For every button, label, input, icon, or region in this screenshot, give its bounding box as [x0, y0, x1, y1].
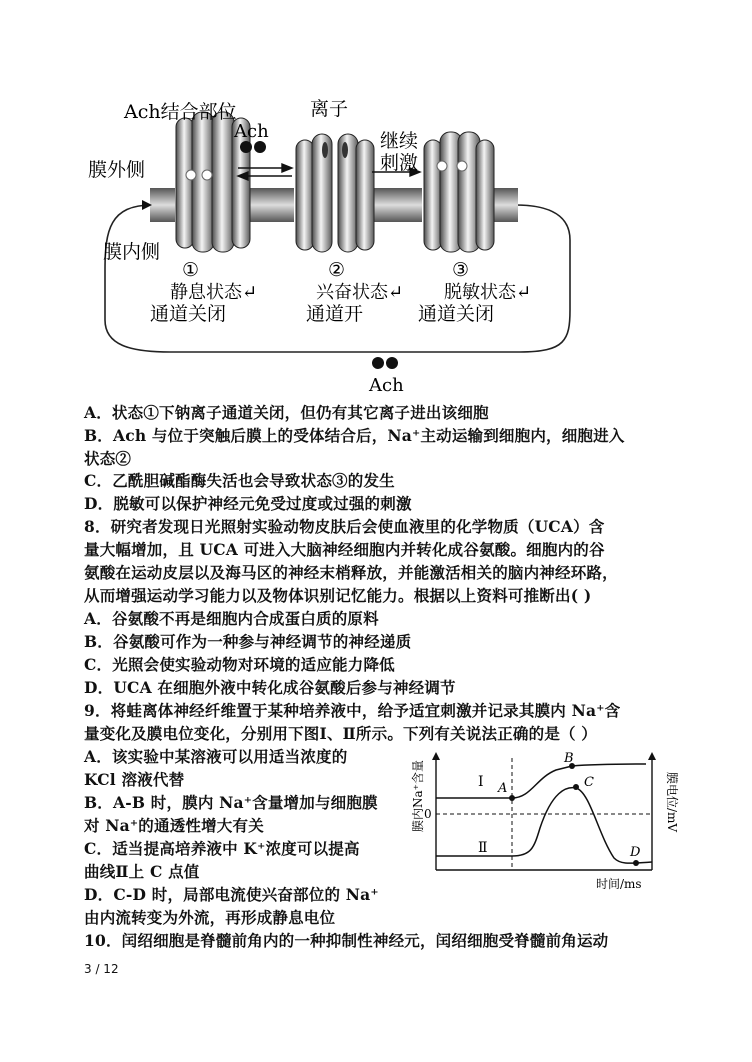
right-axis-label: 膜电位/mV: [665, 772, 679, 833]
ach-label-top: Ach: [234, 121, 269, 142]
q8-option-a: A．谷氨酸不再是细胞内合成蛋白质的原料: [84, 609, 379, 628]
state-2-number: ②: [328, 259, 346, 281]
state-3-name: 脱敏状态↵: [444, 282, 532, 303]
continue-label-1: 继续: [380, 130, 419, 152]
q9-option-c-line1: C．适当提高培养液中 K⁺浓度可以提高: [84, 839, 360, 858]
point-d-label: D: [630, 845, 641, 860]
q8-stem-line3: 氨酸在运动皮层以及海马区的神经末梢释放，并能激活相关的脑内神经环路，: [84, 563, 618, 582]
point-c-dot: [573, 784, 579, 790]
curve-1-label: Ⅰ: [478, 774, 484, 790]
q10-stem-line1: 10．闰绍细胞是脊髓前角内的一种抑制性神经元，闰绍细胞受脊髓前角运动: [84, 931, 609, 950]
channel-2-excited: [296, 134, 374, 252]
q9-option-d-line1: D．C-D 时，局部电流使兴奋部位的 Na⁺: [84, 885, 379, 904]
point-a-dot: [509, 795, 515, 801]
q9-option-a-line2: KCl 溶液代替: [84, 770, 185, 789]
ion-label: 离子: [310, 98, 349, 120]
state-2-desc: 通道开: [306, 303, 364, 325]
q9-stem-line1: 9．将蛙离体神经纤维置于某种培养液中，给予适宜刺激并记录其膜内 Na⁺含: [84, 701, 621, 720]
q8-option-b: B．谷氨酸可作为一种参与神经调节的神经递质: [84, 632, 412, 651]
q7-option-b-line2: 状态②: [84, 449, 132, 468]
x-axis-label: 时间/ms: [596, 877, 642, 891]
q9-option-b-line1: B．A-B 时，膜内 Na⁺含量增加与细胞膜: [84, 793, 378, 812]
q8-stem-line2: 量大幅增加，且 UCA 可进入大脑神经细胞内并转化成谷氨酸。细胞内的谷: [84, 540, 605, 559]
q8-option-c: C．光照会使实验动物对环境的适应能力降低: [84, 655, 395, 674]
state-1-desc: 通道关闭: [150, 303, 227, 325]
ach-label-bottom: Ach: [369, 375, 404, 396]
state-1-name: 静息状态↵: [170, 282, 258, 303]
page-number: 3 / 12: [84, 962, 119, 976]
curve-1: [436, 764, 646, 798]
curve-2: [436, 788, 652, 864]
q8-option-d: D．UCA 在细胞外液中转化成谷氨酸后参与神经调节: [84, 678, 456, 697]
zero-label: 0: [424, 807, 432, 821]
ion-channel-diagram: [0, 0, 752, 400]
left-axis-label: 膜内Na⁺含量: [411, 760, 425, 832]
point-a-label: A: [498, 781, 508, 796]
outside-membrane-label: 膜外侧: [88, 159, 146, 181]
q7-option-b-line1: B．Ach 与位于突触后膜上的受体结合后，Na⁺主动运输到细胞内，细胞进入: [84, 426, 625, 445]
state-2-name: 兴奋状态↵: [316, 282, 404, 303]
q9-graph: [406, 748, 682, 896]
state-1-number: ①: [182, 259, 200, 281]
point-d-dot: [633, 860, 639, 866]
curve-2-label: Ⅱ: [478, 840, 488, 856]
q9-option-d-line2: 由内流转变为外流，再形成静息电位: [84, 908, 336, 927]
point-b-label: B: [564, 751, 574, 766]
point-c-label: C: [584, 775, 594, 790]
channel-3-desensitized: [424, 132, 494, 252]
q7-option-a: A．状态①下钠离子通道关闭，但仍有其它离子进出该细胞: [84, 403, 489, 422]
q8-stem-line1: 8．研究者发现日光照射实验动物皮肤后会使血液里的化学物质（UCA）含: [84, 517, 605, 536]
q9-option-c-line2: 曲线Ⅱ上 C 点值: [84, 862, 200, 881]
ach-molecules-bottom: [372, 357, 398, 369]
state-3-desc: 通道关闭: [418, 303, 495, 325]
q9-option-a-line1: A．该实验中某溶液可以用适当浓度的: [84, 747, 348, 766]
state-3-number: ③: [452, 259, 470, 281]
q9-option-b-line2: 对 Na⁺的通透性增大有关: [84, 816, 264, 835]
q8-stem-line4: 从而增强运动学习能力以及物体识别记忆能力。根据以上资料可推断出( ): [84, 586, 592, 605]
continue-label-2: 刺激: [380, 152, 419, 174]
inside-membrane-label: 膜内侧: [103, 241, 161, 263]
q7-option-d: D．脱敏可以保护神经元免受过度或过强的刺激: [84, 494, 412, 513]
q7-option-c: C．乙酰胆碱酯酶失活也会导致状态③的发生: [84, 471, 395, 490]
q9-stem-line2: 量变化及膜电位变化，分别用下图Ⅰ、Ⅱ所示。下列有关说法正确的是（ ）: [84, 724, 598, 743]
ach-binding-site-label: Ach结合部位: [124, 101, 237, 123]
ach-molecules-top: [240, 141, 266, 153]
